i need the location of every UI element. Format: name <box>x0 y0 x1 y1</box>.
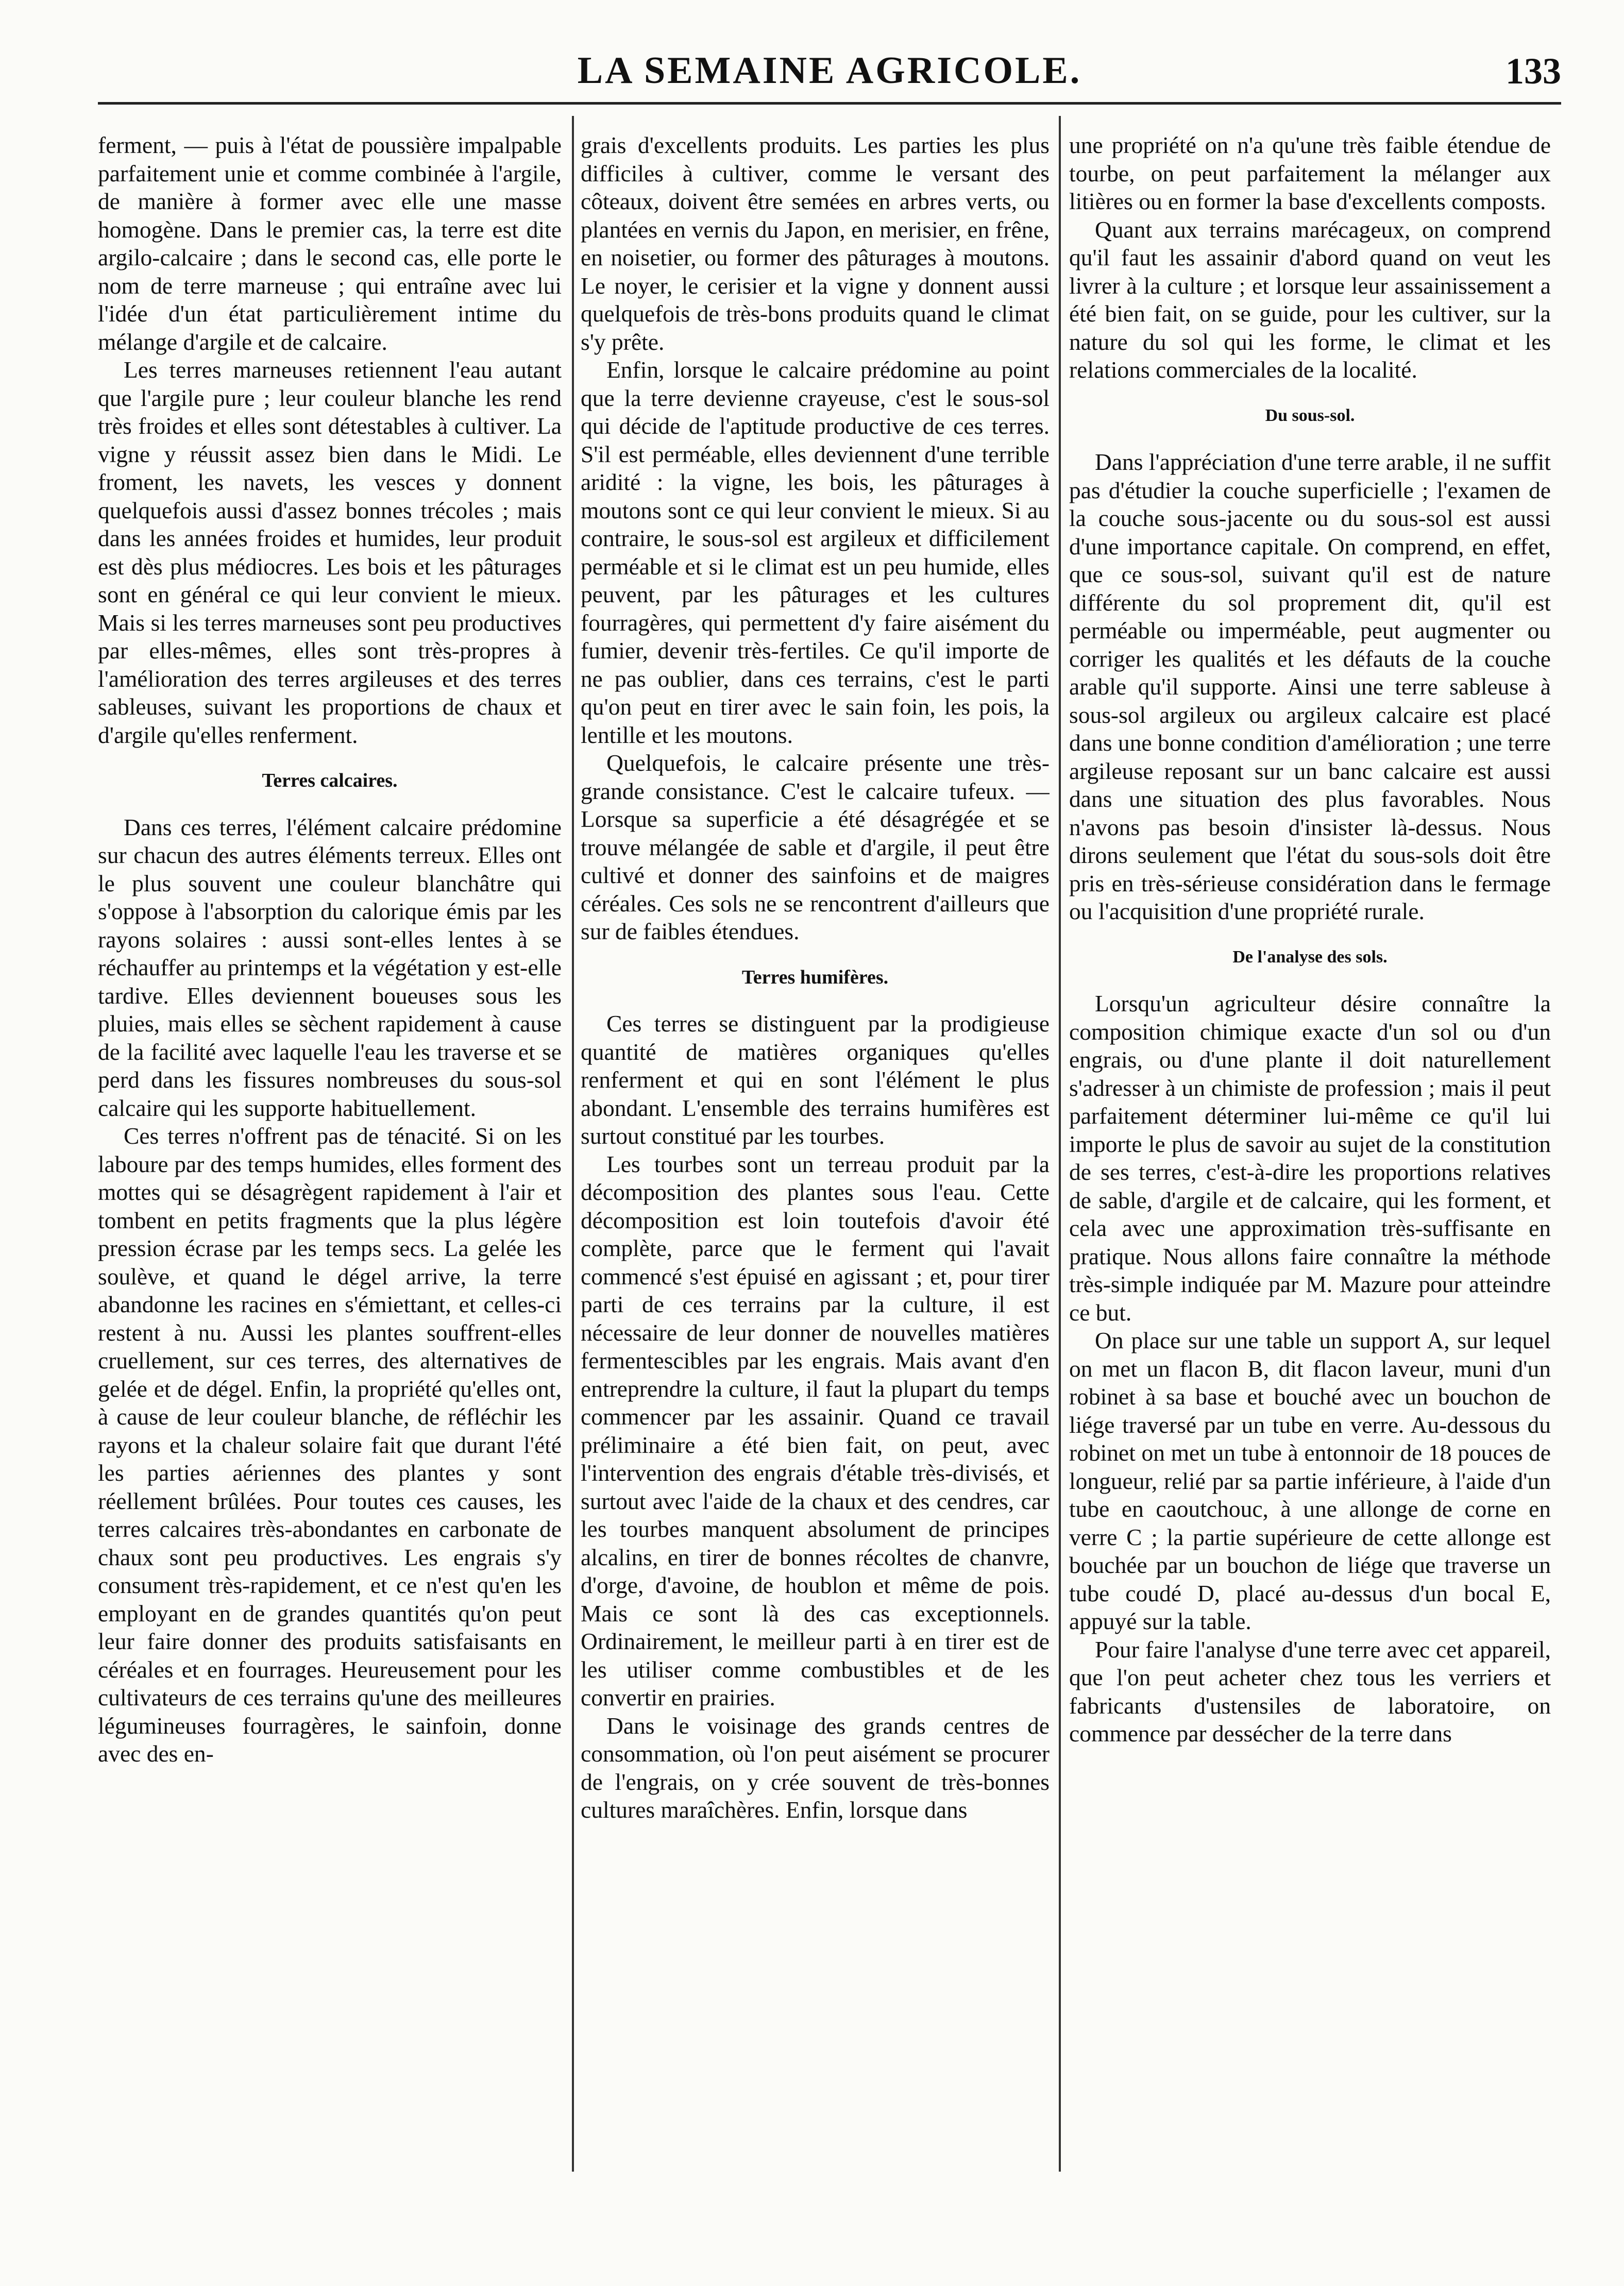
paragraph: Les terres marneuses retiennent l'eau autant que l'argile pure ; leur couleur blanche les rend très froides et elles sont détestables à cultiver. La vigne y réussit assez bien dans le Midi. Le froment, les navets, les vesces y donnent quelquefois aussi d'assez bonnes trécoles ; mais dans les années froides et humides, leur produit est dès plus médiocres. Les bois et les pâturages sont en général ce qui leur convient le mieux. Mais si les terres marneuses sont peu productives par elles-mêmes, elles sont très-propres à l'amélioration des terres argileuses et des terres sableuses, suivant les proportions de chaux et d'argile qu'elles renferment. <box>98 357 562 748</box>
section-heading-terres-humiferes: Terres humifères. <box>741 966 889 988</box>
paragraph: Dans le voisinage des grands centres de consommation, où l'on peut aisément se procurer de l'engrais, on y crée souvent de très-bonnes cultures maraîchères. Enfin, lorsque dans <box>581 1712 1050 1823</box>
paragraph: grais d'excellents produits. Les parties les plus difficiles à cultiver, comme le versant des côteaux, doivent être semées en arbres verts, ou plantées en vernis du Japon, en merisier, en frêne, en noisetier, ou former des pâturages à moutons. Le noyer, le cerisier et la vigne y donnent aussi quelquefois de très-bons produits quand le climat s'y prête. <box>581 132 1050 355</box>
journal-title: LA SEMAINE AGRICOLE. <box>577 49 1082 92</box>
column-2 <box>581 131 1050 2192</box>
paragraph: Quelquefois, le calcaire présente une très-grande consistance. C'est le calcaire tufeux. — Lorsque sa superficie a été désagrégée et se trouve mélangée de sable et d'argile, il peut être cultivé et donner des sainfoins et de maigres céréales. Ces sols ne se rencontrent d'ailleurs que sur de faibles étendues. <box>581 750 1050 944</box>
paragraph: Dans ces terres, l'élément calcaire prédomine sur chacun des autres éléments terreux. Elles ont le plus souvent une couleur blanchâtre qui s'oppose à l'absorption du calorique émis par les rayons solaires : aussi sont-elles lentes à se réchauffer au printemps et la végétation y est-elle tardive. Elles deviennent boueuses sous les pluies, mais elles se sèchent rapidement à cause de la facilité avec laquelle l'eau les traverse et se perd dans les fissures nombreuses du sous-sol calcaire qui les supporte habituellement. <box>98 814 562 1121</box>
column-3 <box>1069 131 1551 2192</box>
paragraph: Quant aux terrains marécageux, on comprend qu'il faut les assainir d'abord quand on veut les livrer à la culture ; et lorsque leur assainissement a été bien fait, on se guide, pour les cultiver, sur la nature du sol qui les forme, le climat et les relations commerciales de la localité. <box>1069 216 1551 383</box>
paragraph: Pour faire l'analyse d'une terre avec cet appareil, que l'on peut acheter chez tous les verriers et fabricants d'ustensiles de laboratoire, on commence par dessécher de la terre dans <box>1069 1636 1551 1747</box>
section-heading-terres-calcaires: Terres calcaires. <box>262 770 398 791</box>
paragraph: une propriété on n'a qu'une très faible étendue de tourbe, on peut parfaitement la mélanger aux litières ou en former la base d'excellents composts. <box>1069 132 1551 214</box>
section-heading-analyse-des-sols: De l'analyse des sols. <box>1232 947 1388 967</box>
page-number: 133 <box>1505 50 1561 92</box>
paragraph: Enfin, lorsque le calcaire prédomine au point que la terre devienne crayeuse, c'est le sous-sol qui décide de l'aptitude productive de ces terres. S'il est perméable, elles deviennent d'une terrible aridité : la vigne, les bois, les pâturages à moutons sont ce qui leur convient le mieux. Si au contraire, le sous-sol est argileux et difficilement perméable et si le climat est un peu humide, elles peuvent, par les pâturages et les cultures fourragères, qui permettent d'y faire aisément du fumier, devenir très-fertiles. Ce qu'il importe de ne pas oublier, dans ces terrains, c'est le parti qu'on peut en tirer avec le sain foin, les pois, la lentille et les moutons. <box>581 357 1050 748</box>
paragraph: Dans l'appréciation d'une terre arable, il ne suffit pas d'étudier la couche superficielle ; l'examen de la couche sous-jacente ou du sous-sol est aussi d'une importance capitale. On comprend, en effet, que ce sous-sol, suivant qu'il est de nature différente du sol proprement dit, qu'il est perméable ou imperméable, peut augmenter ou corriger les qualités et les défauts de la couche arable qu'il supporte. Ainsi une terre sableuse à sous-sol argileux ou argileux calcaire est placé dans une bonne condition d'amélioration ; une terre argileuse reposant sur un banc calcaire est aussi dans une situation des plus favorables. Nous n'avons pas besoin d'insister là-dessus. Nous dirons seulement que l'état du sous-sols doit être pris en très-sérieuse considération dans le fermage ou l'acquisition d'une propriété rurale. <box>1069 449 1551 924</box>
paragraph: Lorsqu'un agriculteur désire connaître la composition chimique exacte d'un sol ou d'un engrais, ou d'une plante il doit naturellement s'adresser à un chimiste de profession ; mais il peut parfaitement déterminer lui-même ce qu'il lui importe le plus de savoir au sujet de la constitution de ses terres, c'est-à-dire les proportions relatives de sable, d'argile et de calcaire, qui les forment, et cela avec une approximation très-suffisante en pratique. Nous allons faire connaître la méthode très-simple indiquée par M. Mazure pour atteindre ce but. <box>1069 990 1551 1326</box>
column-1 <box>98 131 562 2192</box>
paragraph: On place sur une table un support A, sur lequel on met un flacon B, dit flacon laveur, muni d'un robinet à sa base et bouché avec un bouchon de liége traversé par un tube en verre. Au-dessous du robinet on met un tube à entonnoir de 18 pouces de longueur, relié par sa partie inférieure, à l'aide d'un tube en caoutchouc, à une allonge de corne en verre C ; la partie supérieure de cette allonge est bouchée par un bouchon de liége que traverse un tube coudé D, placé au-dessus d'un bocal E, appuyé sur la table. <box>1069 1327 1551 1634</box>
column-divider-1 <box>572 116 574 2172</box>
paragraph: ferment, — puis à l'état de poussière impalpable parfaitement unie et comme combinée à l'argile, de manière à former avec elle une masse homogène. Dans le premier cas, la terre est dite argilo-calcaire ; dans le second cas, elle porte le nom de terre marneuse ; qui entraîne avec lui l'idée d'un état particulièrement intime du mélange d'argile et de calcaire. <box>98 132 562 355</box>
column-divider-2 <box>1059 116 1061 2172</box>
section-heading-du-sous-sol: Du sous-sol. <box>1265 405 1355 425</box>
page-header <box>98 44 1561 100</box>
paragraph: Les tourbes sont un terreau produit par la décomposition des plantes sous l'eau. Cette décomposition est loin toutefois d'avoir été complète, parce que le ferment qui l'avait commencé s'est épuisé en agissant ; et, pour tirer parti de ces terrains par la culture, il est nécessaire de leur donner de nouvelles matières fermentescibles par les engrais. Mais avant d'en entreprendre la culture, il faut la plupart du temps commencer par les assainir. Quand ce travail préliminaire a été bien fait, on peut, avec l'intervention des engrais d'étable très-divisés, et surtout avec l'aide de la chaux et des cendres, car les tourbes manquent absolument de principes alcalins, en tirer de bonnes récoltes de chanvre, d'orge, d'avoine, de houblon et même de pois. Mais ce sont là des cas exceptionnels. Ordinairement, le meilleur parti à en tirer est de les utiliser comme combustibles et de les convertir en prairies. <box>581 1150 1050 1711</box>
paragraph: Ces terres se distinguent par la prodigieuse quantité de matières organiques qu'elles renferment et qui en sont l'élément le plus abondant. L'ensemble des terrains humifères est surtout constitué par les tourbes. <box>581 1010 1050 1149</box>
paragraph: Ces terres n'offrent pas de ténacité. Si on les laboure par des temps humides, elles forment des mottes qui se désagrègent rapidement à l'air et tombent en petits fragments que la plus légère pression écrase par les temps secs. La gelée les soulève, et quand le dégel arrive, la terre abandonne les racines en s'émiettant, et celles-ci restent à nu. Aussi les plantes souffrent-elles cruellement, sur ces terres, des alternatives de gelée et de dégel. Enfin, la propriété qu'elles ont, à cause de leur couleur blanche, de réfléchir les rayons et la chaleur solaire fait que durant l'été les parties aériennes des plantes y sont réellement brûlées. Pour toutes ces causes, les terres calcaires très-abondantes en carbonate de chaux sont peu productives. Les engrais s'y consument très-rapidement, et ce n'est qu'en les employant en de grandes quantités qu'on peut leur faire donner des produits satisfaisants en céréales et en fourrages. Heureusement pour les cultivateurs de ces terrains qu'une des meilleures légumineuses fourragères, le sainfoin, donne avec des en- <box>98 1123 562 1767</box>
header-rule <box>98 102 1561 105</box>
